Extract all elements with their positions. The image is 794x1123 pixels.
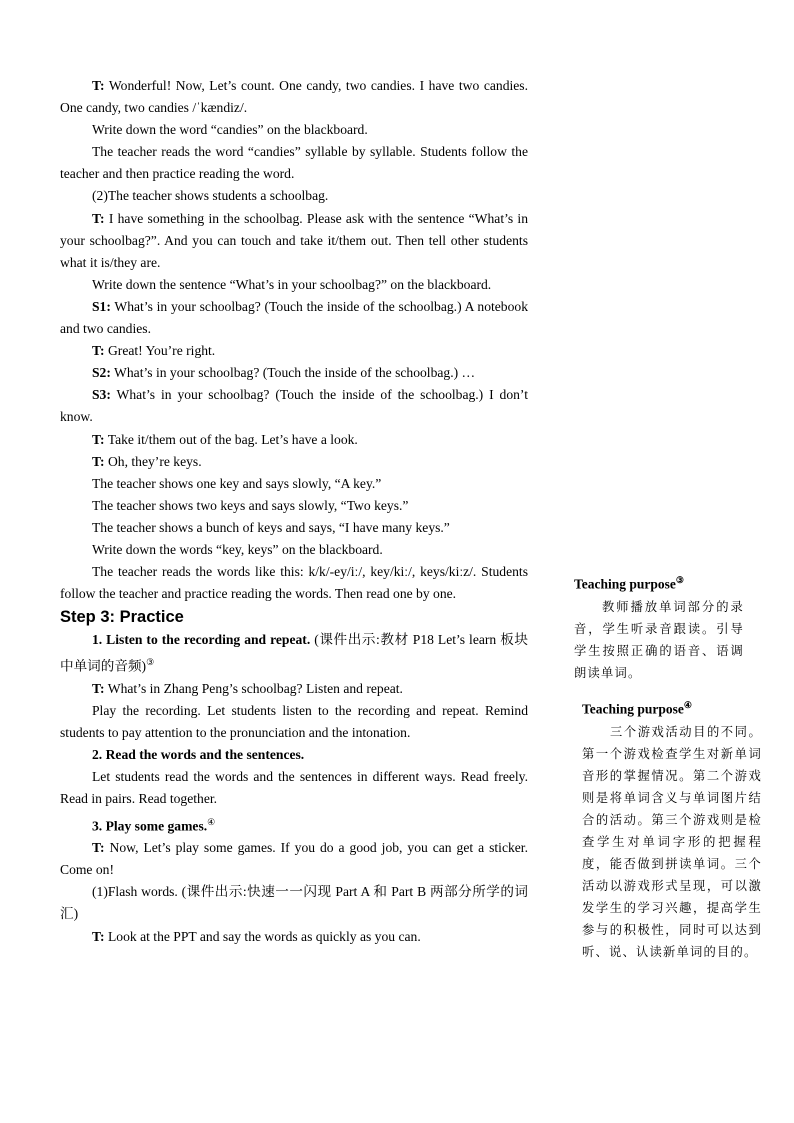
footnote-marker: ④ bbox=[207, 816, 216, 827]
footnote-marker: ③ bbox=[146, 657, 155, 668]
paragraph: Write down the word “candies” on the blackboard. bbox=[92, 122, 368, 138]
paragraph: Let students read the words and the sentences in different ways. Read freely. Read in pairs. Read together. bbox=[60, 769, 528, 807]
paragraph bbox=[60, 296, 528, 340]
speaker-label: T: bbox=[92, 840, 105, 856]
subheading bbox=[60, 811, 528, 838]
speaker-label: T: bbox=[92, 928, 105, 944]
paragraph: (2)The teacher shows students a schoolbag. bbox=[92, 188, 329, 204]
paragraph-text: Take it/them out of the bag. Let’s have a look. bbox=[104, 431, 358, 447]
subheading-note: (课件出示:教材 P18 Let’s learn 板块中单词的音频) bbox=[60, 632, 528, 674]
speaker-label: T: bbox=[92, 680, 105, 696]
subheading-title: 2. Read the words and the sentences. bbox=[92, 747, 305, 763]
paragraph bbox=[60, 362, 528, 384]
paragraph: Write down the words “key, keys” on the blackboard. bbox=[92, 541, 383, 557]
paragraph-text: I have something in the schoolbag. Please ask with the sentence “What’s in your schoolbag?”. And you can touch and take it/them out. Then tell other students what it is/they are. bbox=[60, 210, 528, 270]
note-title-text: Teaching purpose bbox=[574, 576, 676, 592]
paragraph bbox=[60, 926, 528, 948]
paragraph-text: What’s in your schoolbag? (Touch the inside of the schoolbag.) … bbox=[110, 365, 476, 381]
paragraph bbox=[60, 384, 528, 428]
paragraph: The teacher shows a bunch of keys and says, “I have many keys.” bbox=[92, 519, 450, 535]
footnote-marker: ④ bbox=[683, 700, 692, 710]
subheading bbox=[60, 629, 528, 678]
speaker-label: T: bbox=[92, 210, 105, 226]
paragraph: The teacher shows two keys and says slowly, “Two keys.” bbox=[92, 497, 409, 513]
speaker-label: S3: bbox=[92, 387, 111, 403]
step-heading: Step 3: Practice bbox=[60, 608, 184, 627]
subheading-title: 1. Listen to the recording and repeat. bbox=[92, 632, 311, 648]
footnote-marker: ③ bbox=[675, 575, 684, 585]
paragraph-text: What’s in your schoolbag? (Touch the inside of the schoolbag.) I don’t know. bbox=[60, 387, 528, 425]
paragraph bbox=[60, 837, 528, 881]
paragraph-text: Wonderful! Now, Let’s count. One candy, two candies. I have two candies. One candy, two candies /ˈkændiz/. bbox=[60, 78, 528, 116]
teaching-purpose-note-4 bbox=[582, 694, 762, 963]
paragraph bbox=[60, 75, 528, 119]
paragraph: The teacher shows one key and says slowly, “A key.” bbox=[92, 475, 382, 491]
speaker-label: T: bbox=[92, 431, 105, 447]
paragraph-text: Oh, they’re keys. bbox=[104, 453, 202, 469]
speaker-label: T: bbox=[92, 453, 105, 469]
paragraph: (1)Flash words. (课件出示:快速一一闪现 Part A 和 Part B 两部分所学的词汇) bbox=[60, 884, 528, 922]
note-body: 教师播放单词部分的录音，学生听录音跟读。引导学生按照正确的语音、语调朗读单词。 bbox=[574, 599, 744, 680]
paragraph: The teacher reads the words like this: k/k/-ey/iː/, key/kiː/, keys/kiːz/. Students follow the teacher and practice reading the words. Then read one by one. bbox=[60, 564, 528, 602]
note-title-text: Teaching purpose bbox=[582, 701, 684, 717]
note-body: 三个游戏活动目的不同。第一个游戏检查学生对新单词音形的掌握情况。第二个游戏则是将单词含义与单词图片结合的活动。第三个游戏则是检查学生对单词字形的把握程度，能否做到拼读单词。三个活动以游戏形式呈现，可以激发学生的学习兴趣，提高学生参与的积极性，同时可以达到听、说、认读新单词的目的。 bbox=[582, 724, 762, 959]
speaker-label: T: bbox=[92, 343, 105, 359]
note-title bbox=[574, 569, 744, 596]
paragraph: Write down the sentence “What’s in your schoolbag?” on the blackboard. bbox=[92, 276, 492, 292]
teaching-purpose-note-3 bbox=[574, 569, 744, 684]
paragraph bbox=[60, 340, 528, 362]
paragraph-text: What’s in Zhang Peng’s schoolbag? Listen and repeat. bbox=[104, 680, 403, 696]
lesson-body bbox=[60, 75, 528, 948]
speaker-label: S2: bbox=[92, 365, 111, 381]
paragraph bbox=[60, 208, 528, 274]
paragraph-text: Look at the PPT and say the words as quickly as you can. bbox=[104, 928, 421, 944]
paragraph-text: Great! You’re right. bbox=[104, 343, 216, 359]
note-title bbox=[582, 694, 762, 721]
paragraph bbox=[60, 678, 528, 700]
subheading bbox=[60, 744, 528, 766]
speaker-label: T: bbox=[92, 78, 105, 93]
speaker-label: S1: bbox=[92, 298, 111, 314]
paragraph: Play the recording. Let students listen to the recording and repeat. Remind students to pay attention to the pronunciation and the intonation. bbox=[60, 703, 528, 741]
paragraph-text: Now, Let’s play some games. If you do a good job, you can get a sticker. Come on! bbox=[60, 840, 528, 878]
subheading-title: 3. Play some games. bbox=[92, 818, 208, 834]
paragraph: The teacher reads the word “candies” syllable by syllable. Students follow the teacher and then practice reading the word. bbox=[60, 144, 528, 182]
paragraph bbox=[60, 451, 528, 473]
paragraph bbox=[60, 429, 528, 451]
paragraph-text: What’s in your schoolbag? (Touch the inside of the schoolbag.) A notebook and two candies. bbox=[60, 298, 528, 337]
